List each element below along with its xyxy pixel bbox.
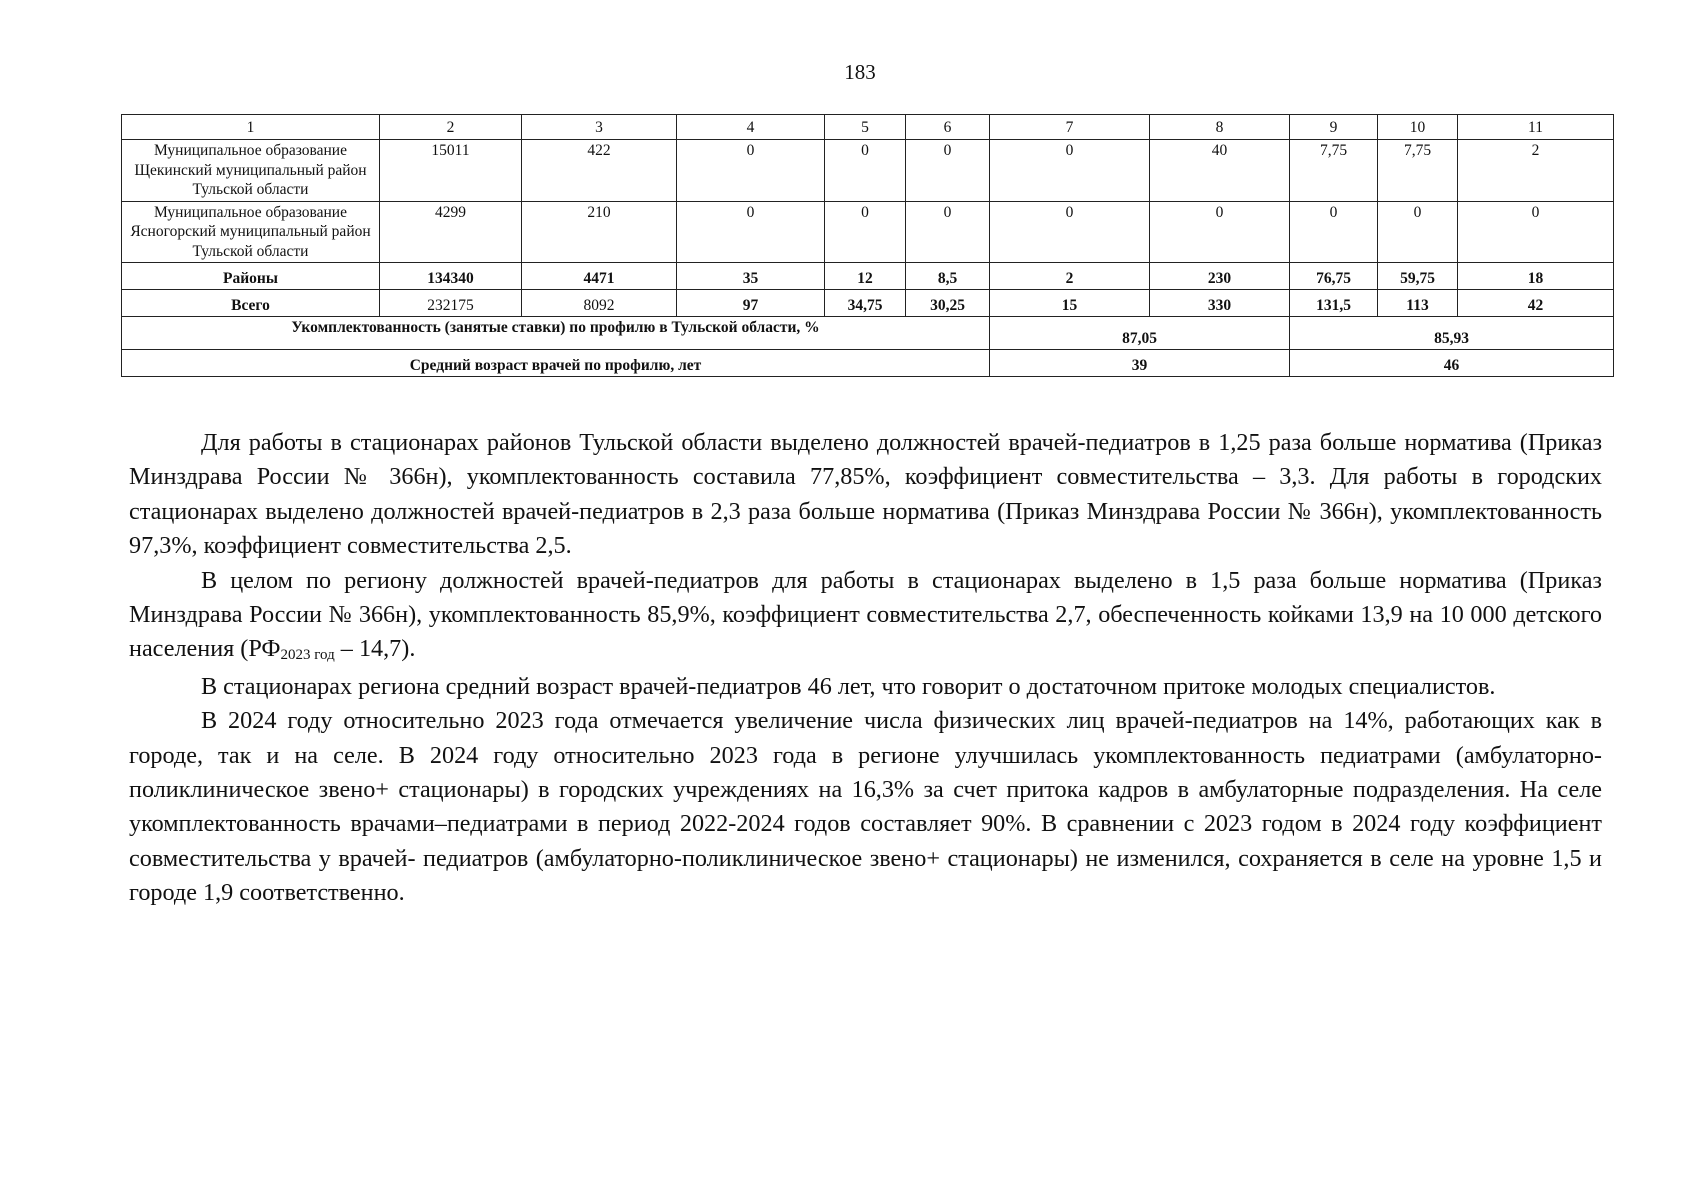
table-cell: 42: [1458, 290, 1614, 317]
avg-age-label: Средний возраст врачей по профилю, лет: [122, 350, 990, 377]
paragraph: [129, 564, 1602, 670]
table-cell: 97: [677, 290, 825, 317]
table-cell: 0: [1458, 201, 1614, 263]
table-cell: 7,75: [1378, 140, 1458, 202]
paragraph: В 2024 году относительно 2023 года отмечается увеличение числа физических лиц врачей-педиатров на 14%, работающих как в городе, так и на селе. В 2024 году относительно 2023 года в регионе улучшилась укомплектованность педиатрами (амбулаторно-поликлиническое звено+ стационары) в городских учреждениях на 16,3% за счет притока кадров в амбулаторные подразделения. На селе укомплектованность врачами–педиатрами в период 2022-2024 годов составляет 90%. В сравнении с 2023 годом в 2024 году коэффициент совместительства у врачей- педиатров (амбулаторно-поликлиническое звено+ стационары) не изменился, сохраняется в селе на уровне 1,5 и городе 1,9 соответственно.: [129, 707, 1602, 907]
row-name: Муниципальное образование Щекинский муниципальный район Тульской области: [122, 140, 380, 202]
table-cell: 8,5: [906, 263, 990, 290]
table-cell: 4471: [522, 263, 677, 290]
table-row-districts: [122, 263, 1614, 290]
table-cell: 0: [990, 140, 1150, 202]
column-number: 3: [522, 115, 677, 140]
table-cell: 0: [906, 201, 990, 263]
table-cell: 30,25: [906, 290, 990, 317]
staffing-label: Укомплектованность (занятые ставки) по профилю в Тульской области, %: [122, 317, 990, 350]
paragraph-text: В целом по региону должностей врачей-педиатров для работы в стационарах выделено в 1,5 раза больше норматива (Приказ Минздрава России № 366н), укомплектованность 85,9%, коэффициент совместительства 2,7, обеспеченность койками 13,9 на 10 000 детского населения (РФ: [129, 566, 1602, 663]
table-row-total: [122, 290, 1614, 317]
avg-age-row: [122, 350, 1614, 377]
column-number: 7: [990, 115, 1150, 140]
column-number: 5: [825, 115, 906, 140]
table-cell: 330: [1150, 290, 1290, 317]
column-number: 11: [1458, 115, 1614, 140]
table-cell: 0: [1378, 201, 1458, 263]
table-cell: 0: [990, 201, 1150, 263]
table-cell: 0: [677, 140, 825, 202]
table-cell: 210: [522, 201, 677, 263]
column-number: 2: [380, 115, 522, 140]
column-number: 9: [1290, 115, 1378, 140]
page-number: 183: [844, 60, 876, 84]
table-cell: 15: [990, 290, 1150, 317]
body-text: [129, 426, 1602, 911]
avg-age-value-b: 46: [1290, 350, 1614, 377]
row-name: Муниципальное образование Ясногорский муниципальный район Тульской области: [122, 201, 380, 263]
table-cell: 0: [825, 140, 906, 202]
table-cell: 232175: [380, 290, 522, 317]
table-cell: 0: [1150, 201, 1290, 263]
table-cell: 230: [1150, 263, 1290, 290]
table-cell: 8092: [522, 290, 677, 317]
table-cell: 35: [677, 263, 825, 290]
table-cell: 2: [990, 263, 1150, 290]
table-cell: 76,75: [1290, 263, 1378, 290]
column-number-row: [122, 115, 1614, 140]
column-number: 10: [1378, 115, 1458, 140]
table-cell: 0: [1290, 201, 1378, 263]
table-cell: 34,75: [825, 290, 906, 317]
table-cell: 0: [677, 201, 825, 263]
staffing-value-a: 87,05: [990, 317, 1290, 350]
table-cell: 59,75: [1378, 263, 1458, 290]
avg-age-value-a: 39: [990, 350, 1290, 377]
table-row: [122, 140, 1614, 202]
table-cell: 18: [1458, 263, 1614, 290]
paragraph-text: – 14,7).: [334, 635, 416, 663]
table-cell: 40: [1150, 140, 1290, 202]
table-cell: 113: [1378, 290, 1458, 317]
staffing-table: [121, 114, 1614, 377]
table-cell: 4299: [380, 201, 522, 263]
staffing-value-b: 85,93: [1290, 317, 1614, 350]
paragraph-subscript: 2023 год: [280, 647, 335, 664]
row-name: Всего: [122, 290, 380, 317]
table-cell: 0: [906, 140, 990, 202]
column-number: 1: [122, 115, 380, 140]
table-cell: 2: [1458, 140, 1614, 202]
table-cell: 15011: [380, 140, 522, 202]
table-cell: 7,75: [1290, 140, 1378, 202]
staffing-row: [122, 317, 1614, 350]
table-cell: 131,5: [1290, 290, 1378, 317]
table-cell: 134340: [380, 263, 522, 290]
row-name: Районы: [122, 263, 380, 290]
column-number: 6: [906, 115, 990, 140]
column-number: 8: [1150, 115, 1290, 140]
table-cell: 0: [825, 201, 906, 263]
paragraph: В стационарах региона средний возраст врачей-педиатров 46 лет, что говорит о достаточном притоке молодых специалистов.: [201, 672, 1496, 700]
paragraph: Для работы в стационарах районов Тульской области выделено должностей врачей-педиатров в 1,25 раза больше норматива (Приказ Минздрава России № 366н), укомплектованность составила 77,85%, коэффициент совместительства – 3,3. Для работы в городских стационарах выделено должностей врачей-педиатров в 2,3 раза больше норматива (Приказ Минздрава России № 366н), укомплектованность 97,3%, коэффициент совместительства 2,5.: [129, 429, 1602, 560]
table-cell: 422: [522, 140, 677, 202]
table-cell: 12: [825, 263, 906, 290]
column-number: 4: [677, 115, 825, 140]
table-row: [122, 201, 1614, 263]
